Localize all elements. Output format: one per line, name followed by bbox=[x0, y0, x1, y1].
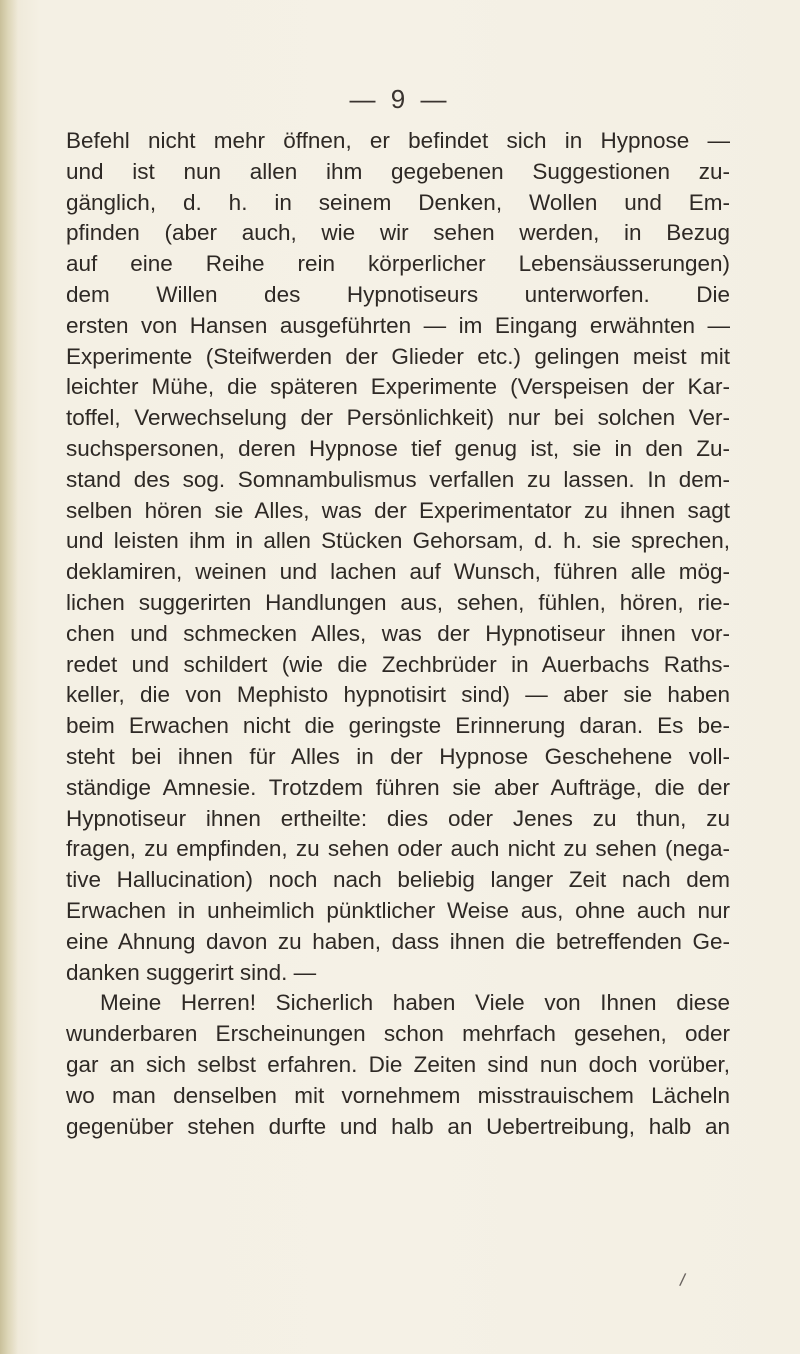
binding-shadow bbox=[0, 0, 18, 1354]
text-line: und leisten ihm in allen Stücken Gehorsam, d. h. sie sprechen, bbox=[66, 528, 730, 554]
text-line: eine Ahnung davon zu haben, dass ihnen die betreffenden Ge- bbox=[66, 928, 730, 954]
text-line: danken suggerirt sind. — bbox=[66, 959, 317, 985]
text-line: Experimente (Steifwerden der Glieder etc.) gelingen meist mit bbox=[66, 343, 730, 369]
text-line: tive Hallucination) noch nach beliebig langer Zeit nach dem bbox=[66, 867, 730, 893]
paragraph bbox=[66, 988, 730, 1142]
text-line: Hypnotiseur ihnen ertheilte: dies oder Jenes zu thun, zu bbox=[66, 805, 730, 831]
text-line: ersten von Hansen ausgeführten — im Eingang erwähnten — bbox=[66, 312, 730, 338]
text-line: gänglich, d. h. in seinem Denken, Wollen und Em- bbox=[66, 189, 730, 215]
text-line: chen und schmecken Alles, was der Hypnotiseur ihnen vor- bbox=[66, 620, 730, 646]
text-line: lichen suggerirten Handlungen aus, sehen, fühlen, hören, rie- bbox=[66, 589, 730, 615]
text-line: selben hören sie Alles, was der Experimentator zu ihnen sagt bbox=[66, 497, 730, 523]
text-line: wunderbaren Erscheinungen schon mehrfach gesehen, oder bbox=[66, 1021, 730, 1047]
paragraph bbox=[66, 126, 730, 988]
text-line: toffel, Verwechselung der Persönlichkeit) nur bei solchen Ver- bbox=[66, 405, 730, 431]
page-number: — 9 — bbox=[349, 84, 451, 114]
text-line: gegenüber stehen durfte und halb an Uebertreibung, halb an bbox=[66, 1113, 730, 1139]
text-line: Meine Herren! Sicherlich haben Viele von Ihnen diese bbox=[100, 990, 730, 1016]
text-line: ständige Amnesie. Trotzdem führen sie aber Aufträge, die der bbox=[66, 774, 730, 800]
text-line: beim Erwachen nicht die geringste Erinnerung daran. Es be- bbox=[66, 713, 730, 739]
text-line: redet und schildert (wie die Zechbrüder in Auerbachs Raths- bbox=[66, 651, 730, 677]
body-text bbox=[66, 126, 730, 1142]
text-line: dem Willen des Hypnotiseurs unterworfen. Die bbox=[66, 281, 730, 307]
text-line: Erwachen in unheimlich pünktlicher Weise aus, ohne auch nur bbox=[66, 897, 730, 923]
text-line: fragen, zu empfinden, zu sehen oder auch nicht zu sehen (nega- bbox=[66, 836, 730, 862]
text-line: steht bei ihnen für Alles in der Hypnose Geschehene voll- bbox=[66, 743, 730, 769]
text-line: auf eine Reihe rein körperlicher Lebensäusserungen) bbox=[66, 251, 730, 277]
text-line: wo man denselben mit vornehmem misstrauischem Lächeln bbox=[66, 1082, 730, 1108]
text-line: leichter Mühe, die späteren Experimente (Verspeisen der Kar- bbox=[66, 374, 730, 400]
text-line: stand des sog. Somnambulismus verfallen zu lassen. In dem- bbox=[66, 466, 730, 492]
text-line: Befehl nicht mehr öffnen, er befindet sich in Hypnose — bbox=[66, 128, 730, 153]
stray-mark: / bbox=[678, 1269, 687, 1291]
text-line: suchspersonen, deren Hypnose tief genug ist, sie in den Zu- bbox=[66, 435, 730, 461]
text-line: keller, die von Mephisto hypnotisirt sind) — aber sie haben bbox=[66, 682, 730, 708]
text-line: und ist nun allen ihm gegebenen Suggestionen zu- bbox=[66, 158, 730, 184]
text-line: deklamiren, weinen und lachen auf Wunsch, führen alle mög- bbox=[66, 559, 730, 585]
text-line: gar an sich selbst erfahren. Die Zeiten sind nun doch vorüber, bbox=[66, 1051, 730, 1077]
text-line: pfinden (aber auch, wie wir sehen werden, in Bezug bbox=[66, 220, 730, 246]
